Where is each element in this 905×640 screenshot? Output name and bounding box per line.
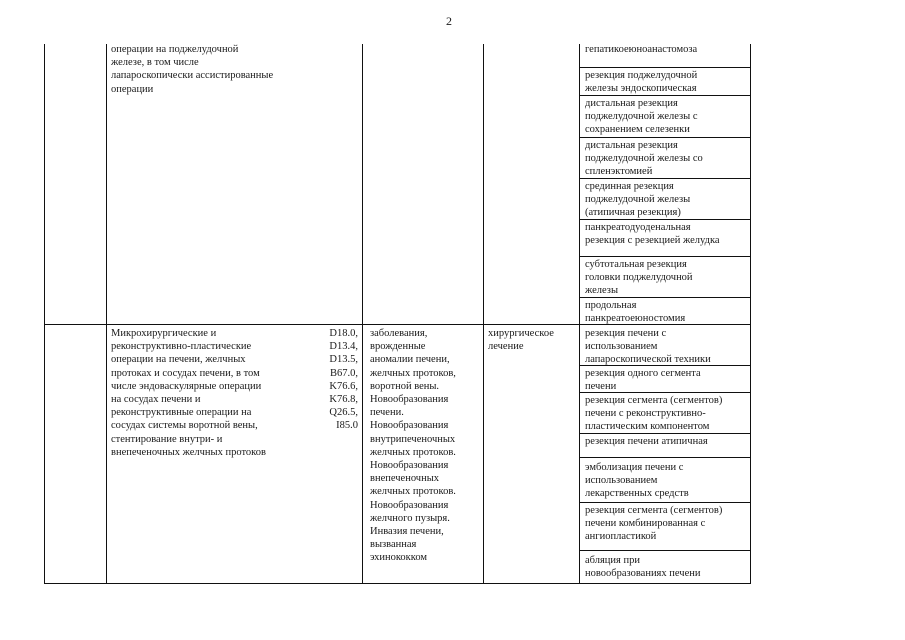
method-name-cell: операции на поджелудочной железе, в том числе лапароскопически ассистированные операции — [111, 44, 274, 95]
intervention-item: эмболизация печени с использованием лекарственных средств — [585, 462, 689, 500]
intervention-item: резекция сегмента (сегментов) печени с реконструктивно- пластическим компонентом — [585, 395, 723, 433]
intervention-item: резекция поджелудочной железы эндоскопическая — [585, 70, 698, 95]
intervention-item: резекция печени атипичная — [585, 436, 708, 447]
intervention-item: продольная панкреатоеюностомия — [585, 300, 686, 325]
intervention-item: субтотальная резекция головки поджелудочной железы — [585, 259, 693, 297]
column-divider-3 — [483, 44, 484, 583]
intervention-divider — [579, 137, 750, 138]
intervention-divider — [579, 457, 750, 458]
intervention-divider — [579, 67, 750, 68]
intervention-item: абляция при новообразованиях печени — [585, 555, 701, 580]
intervention-item: резекция сегмента (сегментов) печени комбинированная с ангиопластикой — [585, 505, 723, 543]
intervention-divider — [579, 550, 750, 551]
intervention-item: дистальная резекция поджелудочной железы с сохранением селезенки — [585, 98, 698, 136]
treatment-type-cell: хирургическое лечение — [488, 328, 554, 353]
intervention-item: гепатикоеюноанастомоза — [585, 44, 698, 55]
patient-model-cell: заболевания, врожденные аномалии печени, желчных протоков, воротной вены. Новообразования печени. Новообразования внутрипеченочных желчных протоков. Новообразования внепеченочных желчных протоков. Новообразования желчного пузыря. Инвазия печени, вызванная эхинококком — [370, 328, 456, 564]
column-divider-1 — [106, 44, 107, 583]
intervention-item: дистальная резекция поджелудочной железы со спленэктомией — [585, 140, 703, 178]
intervention-divider — [579, 256, 750, 257]
intervention-item: резекция печени с использованием лапароскопической техники — [585, 328, 711, 366]
intervention-item: резекция одного сегмента печени — [585, 368, 701, 393]
intervention-item: панкреатодуоденальная резекция с резекцией желудка — [585, 222, 720, 247]
method-name-cell: Микрохирургические и реконструктивно-пластические операции на печени, желчных протоках и сосудах печени, в том числе эндоваскулярные операции на сосудах печени и реконструктивные операции на сосудах системы воротной вены, стентирование внутри- и внепеченочных желчных протоков — [111, 328, 266, 458]
icd-codes-cell: D18.0, D13.4, D13.5, B67.0, K76.6, K76.8, Q26.5, I85.0 — [329, 328, 358, 432]
medical-care-table — [44, 44, 751, 584]
intervention-divider — [579, 502, 750, 503]
page-number: 2 — [446, 14, 452, 28]
column-divider-2 — [362, 44, 363, 583]
intervention-item: срединная резекция поджелудочной железы (атипичная резекция) — [585, 181, 691, 219]
